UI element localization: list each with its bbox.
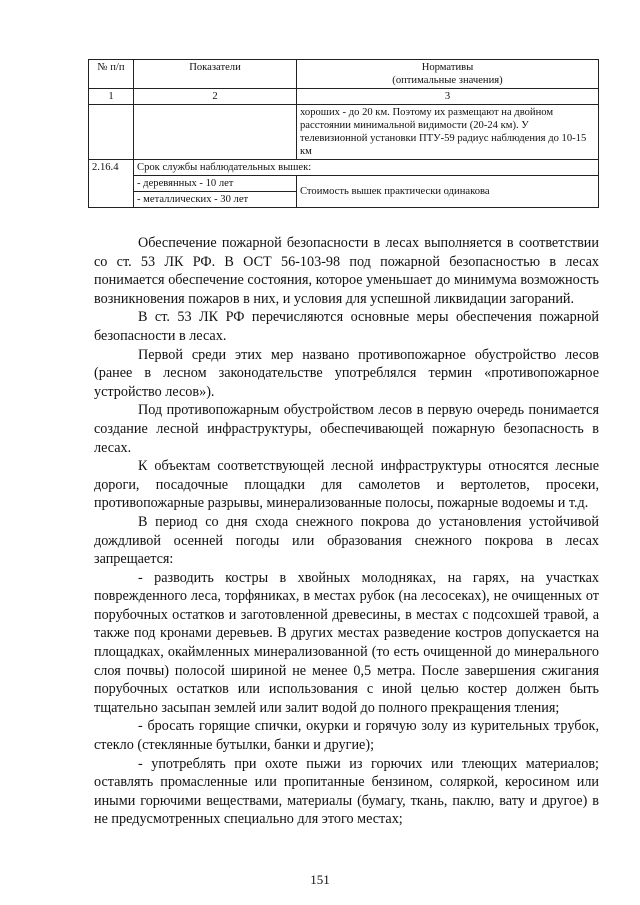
- index-cell: 3: [297, 89, 599, 105]
- header-norms-sub: (оптимальные значения): [392, 75, 503, 86]
- header-norms-title: Нормативы: [421, 62, 474, 73]
- table-row: [89, 160, 599, 176]
- table-row: [89, 176, 599, 192]
- row-number: 2.16.4: [89, 160, 134, 208]
- index-cell: 1: [89, 89, 134, 105]
- header-num: № п/п: [89, 60, 134, 89]
- paragraph: - употреблять при охоте пыжи из горючих или тлеющих материалов; оставлять промасленные или пропитанные бензином, соляркой, керосином или иными горючими веществами, материалы (бумагу, ткань, паклю, вату и другое) в не предусмотренных специально для этого местах;: [94, 755, 599, 828]
- header-indicators: Показатели: [134, 60, 297, 89]
- table-index-row: [89, 89, 599, 105]
- paragraph: - разводить костры в хвойных молодняках, на гарях, на участках поврежденного леса, торфяниках, в местах рубок (на лесосеках), не очищенных от порубочных остатков и заготовленной древесины, в местах с подсохшей травой, а также под кронами деревьев. В других местах разведение костров допускается на площадках, окаймленных минерализованной (то есть очищенной до минерального слоя почвы) полосой шириной не менее 0,5 метра. После завершения сжигания порубочных остатков или использования с иной целью костер должен быть тщательно засыпан землей или залит водой до полного прекращения тления;: [94, 569, 599, 716]
- paragraph: В период со дня схода снежного покрова до установления устойчивой дождливой осенней погоды или образования снежного покрова в лесах запрещается:: [94, 513, 599, 568]
- row-sub-1: - деревянных - 10 лет: [134, 176, 297, 192]
- row-sub-2: - металлических - 30 лет: [134, 192, 297, 208]
- paragraph: Под противопожарным обустройством лесов в первую очередь понимается создание лесной инфраструктуры, обеспечивающей пожарную безопасность в лесах.: [94, 402, 599, 456]
- norms-table: [88, 59, 599, 208]
- continuation-cell: хороших - до 20 км. Поэтому их размещают на двойном расстоянии минимальной видимости (20-24 км). У телевизионной установки ПТУ-59 радиус наблюдения до 10-15 км: [297, 105, 599, 160]
- table-header-row: [89, 60, 599, 89]
- paragraph: В ст. 53 ЛК РФ перечисляются основные меры обеспечения пожарной безопасности в лесах.: [94, 309, 599, 344]
- paragraph: Обеспечение пожарной безопасности в лесах выполняется в соответствии со ст. 53 ЛК РФ. В ОСТ 56-103-98 под пожарной безопасностью в лесах понимается обеспечение состояния, которое уменьшает до минимума возможность возникновения пожаров в них, и условия для успешной ликвидации загораний.: [94, 235, 599, 307]
- table-cell: [89, 105, 134, 160]
- index-cell: 2: [134, 89, 297, 105]
- header-norms: [297, 60, 599, 89]
- paragraph: - бросать горящие спички, окурки и горячую золу из курительных трубок, стекло (стеклянные бутылки, банки и другие);: [94, 718, 599, 754]
- row-title: Срок службы наблюдательных вышек:: [134, 160, 599, 176]
- paragraph: Первой среди этих мер названо противопожарное обустройство лесов (ранее в лесном законодательстве употреблялся термин «противопожарное устройство лесов»).: [94, 346, 599, 400]
- body-text: [94, 234, 599, 829]
- table-row: [89, 105, 599, 160]
- paragraph: К объектам соответствующей лесной инфраструктуры относятся лесные дороги, посадочные площадки для самолетов и вертолетов, просеки, противопожарные разрывы, минерализованные полосы, пожарные водоемы и т.д.: [94, 458, 599, 512]
- row-value: Стоимость вышек практически одинакова: [297, 176, 599, 208]
- page-number: 151: [310, 872, 330, 887]
- table-cell: [134, 105, 297, 160]
